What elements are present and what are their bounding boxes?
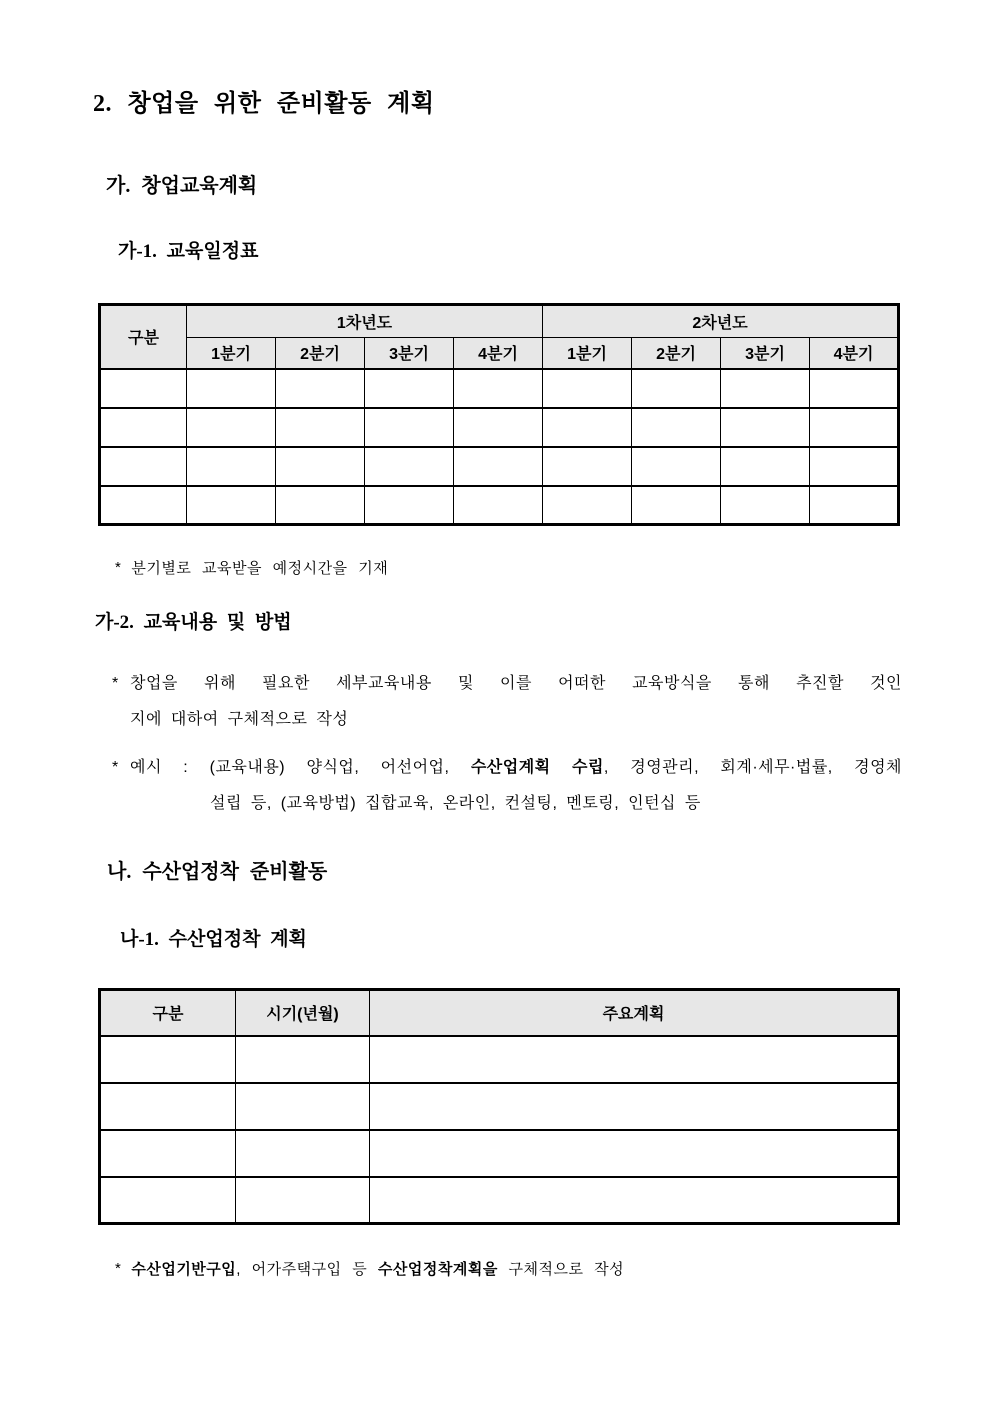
schedule-cell bbox=[543, 408, 632, 447]
settlement-note-bold-1: 수산업기반구입 bbox=[131, 1261, 237, 1278]
plan-cell bbox=[236, 1130, 370, 1177]
schedule-cell bbox=[454, 408, 543, 447]
quarter-header: 3분기 bbox=[721, 338, 810, 369]
note-asterisk: * bbox=[115, 559, 122, 576]
schedule-cell bbox=[187, 447, 276, 486]
education-schedule-heading: 가-1. 교육일정표 bbox=[118, 241, 259, 262]
plan-main-header: 주요계획 bbox=[370, 990, 899, 1036]
schedule-cell bbox=[187, 369, 276, 408]
schedule-cell bbox=[276, 369, 365, 408]
quarter-header: 2분기 bbox=[276, 338, 365, 369]
schedule-empty-row bbox=[100, 369, 899, 408]
schedule-cell bbox=[365, 369, 454, 408]
schedule-cell bbox=[276, 486, 365, 525]
plan-cell bbox=[370, 1036, 899, 1083]
schedule-cell bbox=[543, 369, 632, 408]
plan-cell bbox=[100, 1177, 236, 1224]
plan-empty-row bbox=[100, 1036, 899, 1083]
table-header-row bbox=[100, 305, 899, 338]
schedule-cell bbox=[100, 447, 187, 486]
bullet-line bbox=[130, 750, 902, 786]
page-title: 2. 창업을 위한 준비활동 계획 bbox=[93, 91, 435, 117]
schedule-cell bbox=[187, 486, 276, 525]
plan-empty-row bbox=[100, 1177, 899, 1224]
plan-cell bbox=[236, 1177, 370, 1224]
table-header-row bbox=[100, 990, 899, 1036]
schedule-cell bbox=[100, 486, 187, 525]
plan-time-header: 시기(년월) bbox=[236, 990, 370, 1036]
note-asterisk: * bbox=[112, 675, 119, 692]
schedule-empty-row bbox=[100, 408, 899, 447]
quarter-header: 3분기 bbox=[365, 338, 454, 369]
plan-category-header: 구분 bbox=[100, 990, 236, 1036]
bullet-text-segment: , 경영관리, 회계·세무·법률, 경영체 bbox=[603, 759, 902, 776]
schedule-cell bbox=[721, 369, 810, 408]
plan-cell bbox=[100, 1036, 236, 1083]
section-na-heading: 나. 수산업정착 준비활동 bbox=[107, 861, 328, 883]
plan-cell bbox=[236, 1036, 370, 1083]
quarter-header: 4분기 bbox=[810, 338, 899, 369]
schedule-cell bbox=[632, 447, 721, 486]
schedule-year2-header: 2차년도 bbox=[543, 305, 899, 338]
plan-cell bbox=[100, 1130, 236, 1177]
note-asterisk: * bbox=[112, 759, 119, 776]
plan-cell bbox=[100, 1083, 236, 1130]
schedule-corner-header: 구분 bbox=[100, 305, 187, 369]
settlement-note bbox=[115, 1258, 624, 1279]
schedule-cell bbox=[100, 408, 187, 447]
schedule-cell bbox=[810, 369, 899, 408]
schedule-year1-header: 1차년도 bbox=[187, 305, 543, 338]
bullet-text-segment: 예시 : (교육내용) 양식업, 어선어업, bbox=[130, 759, 471, 776]
plan-cell bbox=[236, 1083, 370, 1130]
schedule-cell bbox=[100, 369, 187, 408]
schedule-cell bbox=[632, 486, 721, 525]
schedule-empty-row bbox=[100, 486, 899, 525]
schedule-note bbox=[115, 557, 388, 578]
schedule-cell bbox=[365, 408, 454, 447]
bullet-line: 창업을 위해 필요한 세부교육내용 및 이를 어떠한 교육방식을 통해 추진할 것인 bbox=[130, 675, 902, 692]
settlement-plan-heading: 나-1. 수산업정착 계획 bbox=[120, 929, 307, 950]
schedule-cell bbox=[276, 408, 365, 447]
settlement-note-bold-2: 수산업정착계획을 bbox=[377, 1261, 498, 1278]
schedule-cell bbox=[721, 486, 810, 525]
schedule-cell bbox=[276, 447, 365, 486]
plan-empty-row bbox=[100, 1083, 899, 1130]
quarter-header: 1분기 bbox=[543, 338, 632, 369]
schedule-cell bbox=[454, 369, 543, 408]
settlement-note-text: 구체적으로 작성 bbox=[497, 1261, 625, 1278]
settlement-note-text: , 어가주택구입 등 bbox=[236, 1261, 378, 1278]
plan-cell bbox=[370, 1177, 899, 1224]
quarter-header: 2분기 bbox=[632, 338, 721, 369]
schedule-cell bbox=[454, 486, 543, 525]
bullet-bold-segment: 수산업계획 수립 bbox=[470, 759, 604, 776]
schedule-cell bbox=[543, 486, 632, 525]
schedule-cell bbox=[721, 447, 810, 486]
schedule-cell bbox=[454, 447, 543, 486]
education-content-heading: 가-2. 교육내용 및 방법 bbox=[95, 612, 292, 633]
schedule-cell bbox=[365, 447, 454, 486]
table-subheader-row bbox=[100, 338, 899, 369]
schedule-note-text: 분기별로 교육받을 예정시간을 기재 bbox=[131, 560, 389, 577]
section-ga-heading: 가. 창업교육계획 bbox=[106, 175, 258, 197]
schedule-cell bbox=[721, 408, 810, 447]
schedule-cell bbox=[810, 486, 899, 525]
quarter-header: 1분기 bbox=[187, 338, 276, 369]
quarter-header: 4분기 bbox=[454, 338, 543, 369]
schedule-empty-row bbox=[100, 447, 899, 486]
note-asterisk: * bbox=[115, 1260, 122, 1277]
schedule-cell bbox=[365, 486, 454, 525]
schedule-cell bbox=[543, 447, 632, 486]
plan-empty-row bbox=[100, 1130, 899, 1177]
plan-cell bbox=[370, 1130, 899, 1177]
education-content-bullet-2 bbox=[112, 750, 902, 822]
schedule-cell bbox=[632, 369, 721, 408]
education-schedule-table bbox=[98, 303, 900, 526]
bullet-line: 설립 등, (교육방법) 집합교육, 온라인, 컨설팅, 멘토링, 인턴십 등 bbox=[210, 795, 701, 812]
education-content-bullet-1 bbox=[112, 666, 902, 738]
schedule-cell bbox=[810, 408, 899, 447]
settlement-plan-table bbox=[98, 988, 900, 1225]
schedule-cell bbox=[187, 408, 276, 447]
schedule-cell bbox=[810, 447, 899, 486]
schedule-cell bbox=[632, 408, 721, 447]
bullet-line: 지에 대하여 구체적으로 작성 bbox=[130, 711, 349, 728]
plan-cell bbox=[370, 1083, 899, 1130]
